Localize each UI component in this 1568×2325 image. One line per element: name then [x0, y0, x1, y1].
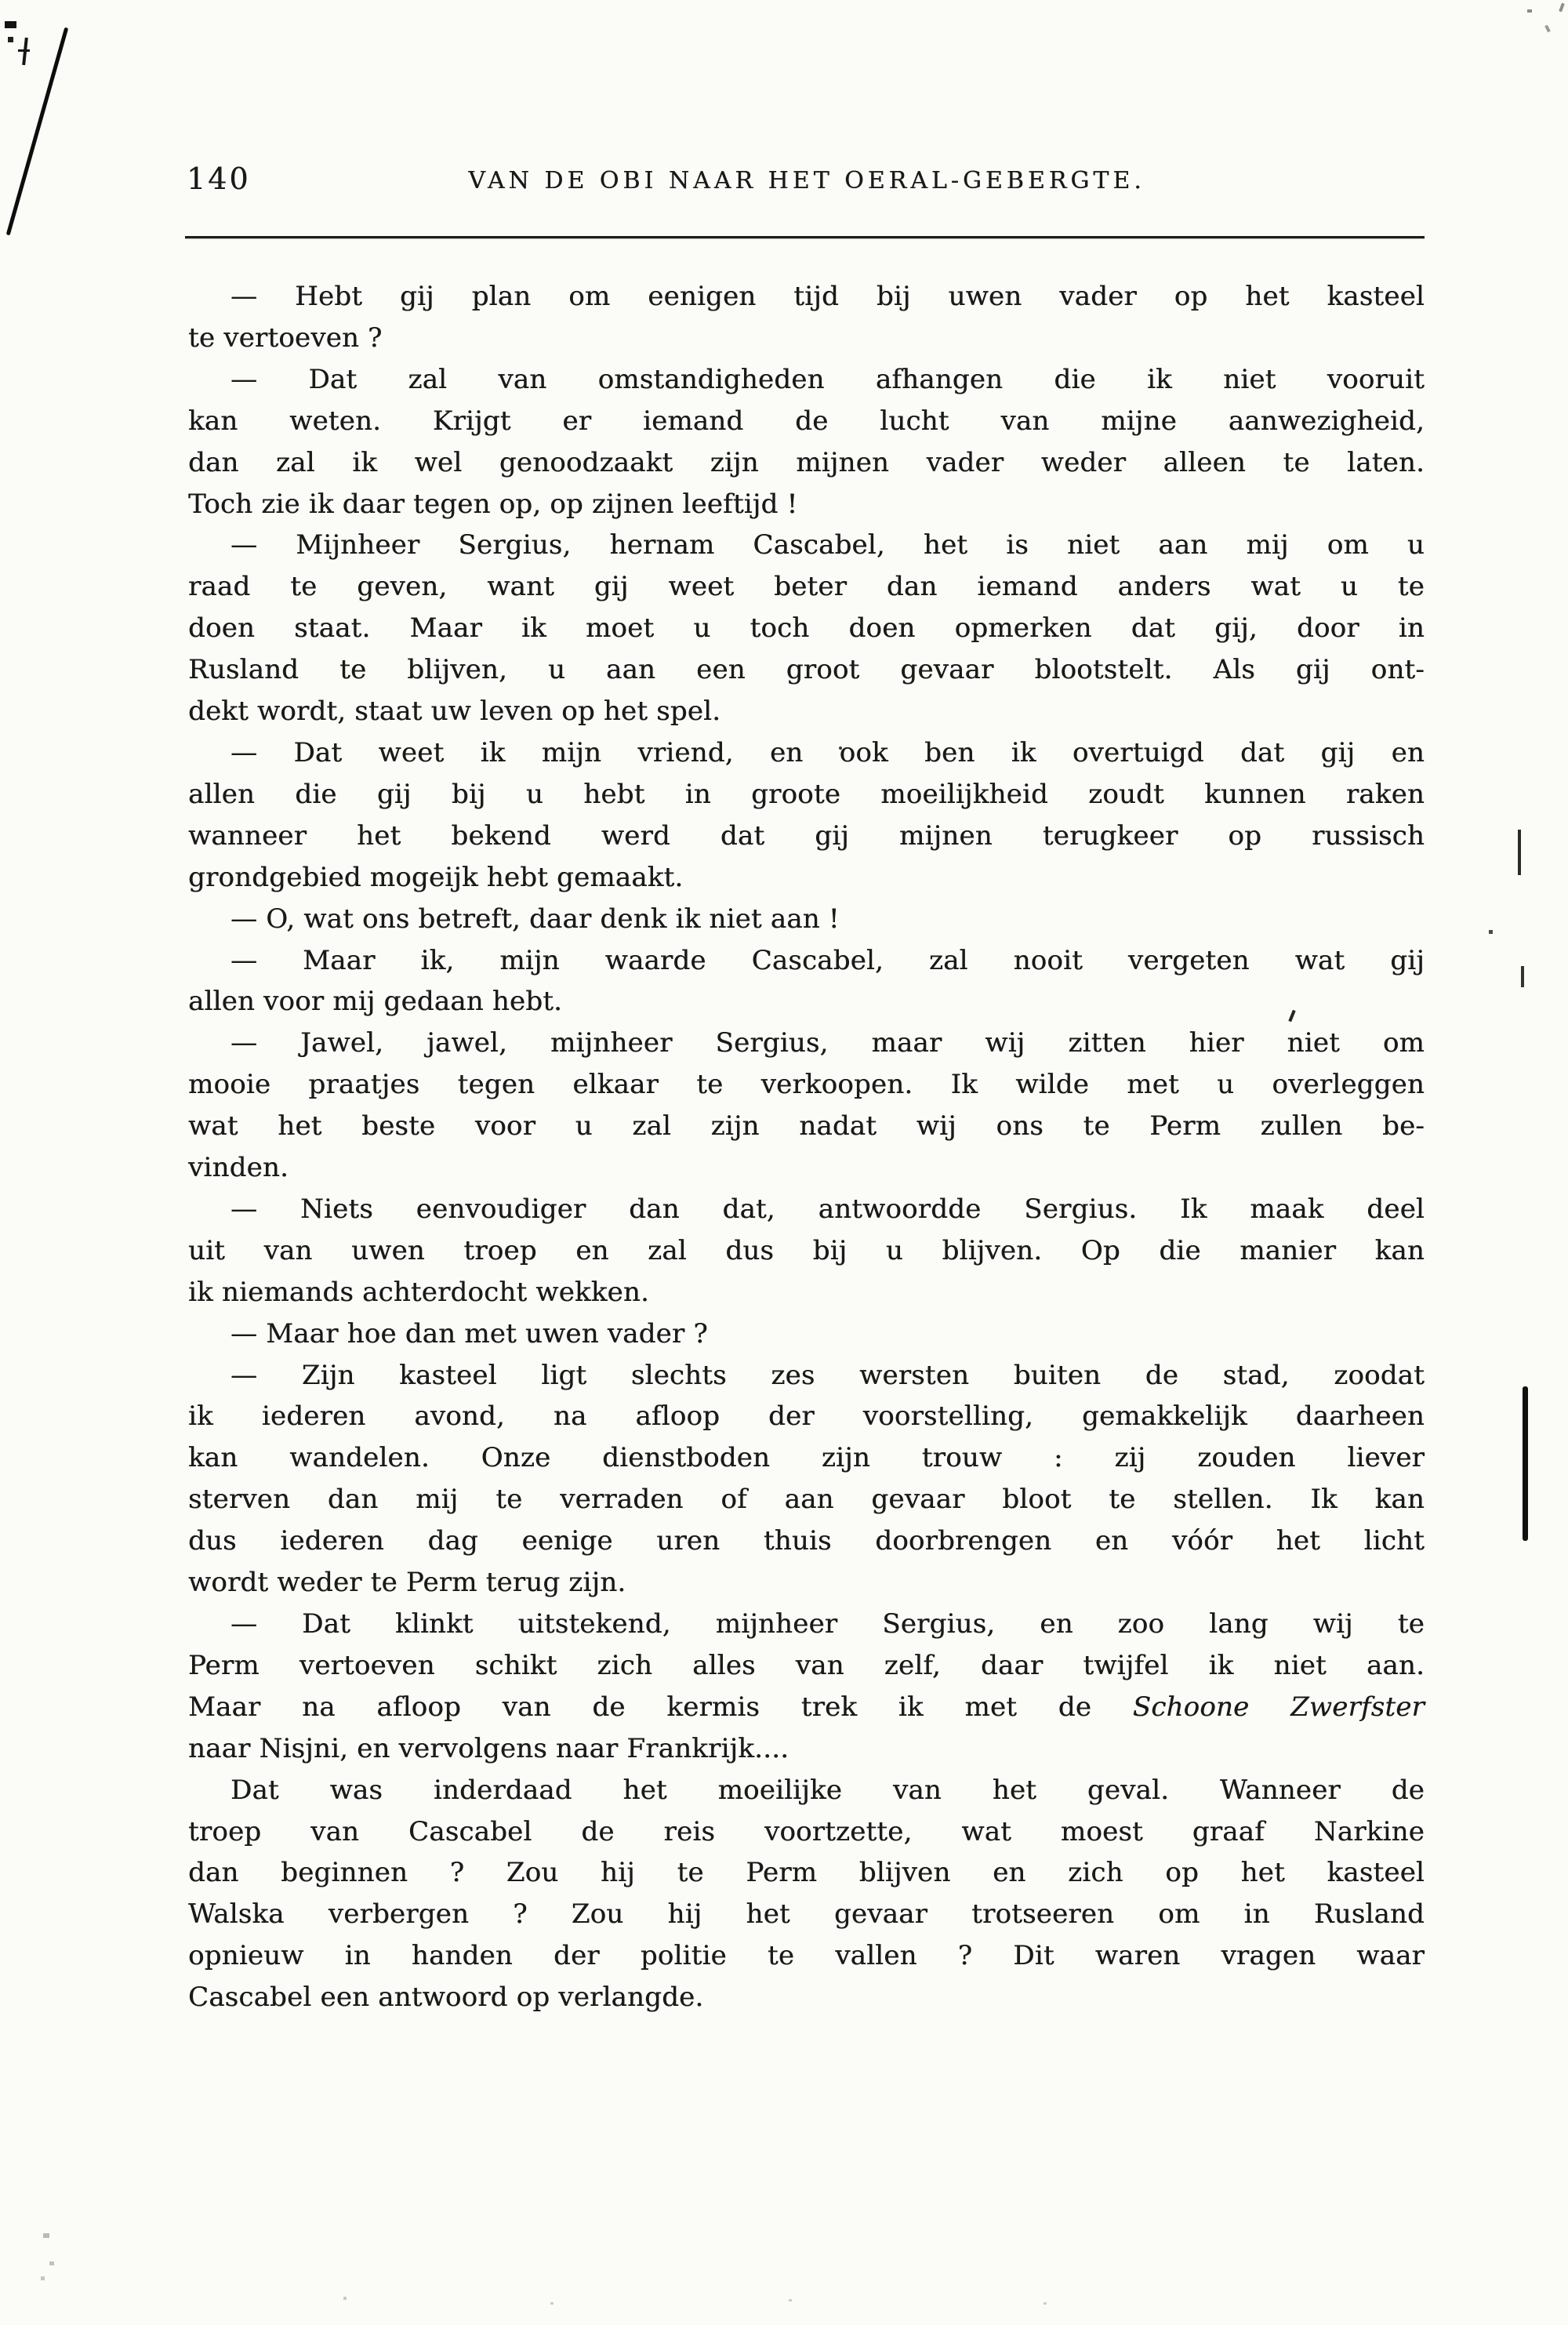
- ink-mark-artifact: [8, 37, 13, 42]
- header-rule: [185, 236, 1425, 238]
- pen-stroke-artifact: [6, 27, 69, 236]
- text-line: wat het beste voor u zal zijn nadat wij ons te Perm zullen be-: [188, 1110, 1425, 1143]
- text-line: — Niets eenvoudiger dan dat, antwoordde Sergius. Ik maak deel: [230, 1193, 1425, 1225]
- text-line: dan beginnen ? Zou hij te Perm blijven en zich op het kasteel: [188, 1857, 1425, 1889]
- text-line: dan zal ik wel genoodzaakt zijn mijnen vader weder alleen te laten.: [188, 446, 1425, 478]
- text-line: te vertoeven ?: [188, 322, 383, 354]
- text-line: vinden.: [188, 1152, 289, 1184]
- book-title-italic: Schoone Zwerfster: [1132, 1691, 1425, 1723]
- text-line: opnieuw in handen der politie te vallen ? Dit waren vragen waar: [188, 1940, 1425, 1972]
- text-line: Toch zie ik daar tegen op, op zijnen leeftijd !: [188, 488, 798, 520]
- text-line: Cascabel een antwoord op verlangde.: [188, 1982, 704, 2014]
- text-line: naar Nisjni, en vervolgens naar Frankrijk....: [188, 1732, 789, 1764]
- text-line: dus iederen dag eenige uren thuis doorbrengen en vóór het licht: [188, 1525, 1425, 1557]
- text-segment: Maar na afloop van de kermis trek ik met de: [188, 1691, 1133, 1723]
- text-line: allen voor mij gedaan hebt.: [188, 986, 563, 1018]
- text-line: allen die gij bij u hebt in groote moeilijkheid zoudt kunnen raken: [188, 778, 1425, 810]
- margin-bar-artifact: [1523, 1386, 1528, 1541]
- scan-speck-artifact: [789, 2299, 792, 2301]
- scan-speck-artifact: [1559, 3, 1565, 13]
- ink-mark-artifact: [18, 49, 30, 52]
- text-line: Perm vertoeven schikt zich alles van zelf, daar twijfel ik niet aan.: [188, 1649, 1425, 1681]
- text-line: — Hebt gij plan om eenigen tijd bij uwen vader op het kasteel: [230, 281, 1425, 312]
- text-line: uit van uwen troep en zal dus bij u blijven. Op die manier kan: [188, 1234, 1425, 1266]
- text-line: ik niemands achterdocht wekken.: [188, 1276, 649, 1308]
- ink-mark-artifact: [5, 21, 16, 28]
- text-line: kan wandelen. Onze dienstboden zijn trouw : zij zouden liever: [188, 1442, 1425, 1474]
- text-line: raad te geven, want gij weet beter dan iemand anders wat u te: [188, 571, 1425, 603]
- text-line: dekt wordt, staat uw leven op het spel.: [188, 696, 721, 728]
- scan-speck-artifact: [1527, 9, 1532, 13]
- margin-mark-artifact: [1489, 930, 1493, 934]
- text-line: grondgebied mogeijk hebt gemaakt.: [188, 861, 684, 893]
- page-text-block: [188, 276, 1425, 2018]
- text-line: — Maar ik, mijn waarde Cascabel, zal nooit vergeten wat gij: [230, 944, 1425, 976]
- text-line: — Dat zal van omstandigheden afhangen die ik niet vooruit: [230, 363, 1425, 395]
- scan-speck-artifact: [1544, 25, 1551, 33]
- text-line: [188, 1687, 1425, 1728]
- text-line: Walska verbergen ? Zou hij het gevaar trotseeren om in Rusland: [188, 1898, 1425, 1931]
- text-line: — Mijnheer Sergius, hernam Cascabel, het is niet aan mij om u: [230, 529, 1425, 561]
- scan-speck-artifact: [550, 2302, 554, 2305]
- page-number: 140: [187, 162, 251, 196]
- text-line: sterven dan mij te verraden of aan gevaar bloot te stellen. Ik kan: [188, 1484, 1425, 1516]
- text-line: — Dat weet ik mijn vriend, en ook ben ik overtuigd dat gij en: [230, 736, 1425, 768]
- scan-speck-artifact: [343, 2297, 347, 2300]
- text-line: doen staat. Maar ik moet u toch doen opmerken dat gij, door in: [188, 612, 1425, 645]
- scan-speck-artifact: [49, 2261, 54, 2265]
- text-line: troep van Cascabel de reis voortzette, wat moest graaf Narkine: [188, 1815, 1425, 1847]
- margin-mark-artifact: [1521, 966, 1524, 987]
- text-line: — Maar hoe dan met uwen vader ?: [230, 1317, 708, 1350]
- text-line: — Dat klinkt uitstekend, mijnheer Sergius, en zoo lang wij te: [230, 1608, 1425, 1640]
- text-line: Rusland te blijven, u aan een groot gevaar blootstelt. Als gij ont-: [188, 654, 1425, 686]
- scan-speck-artifact: [1044, 2302, 1047, 2305]
- text-line: Dat was inderdaad het moeilijke van het geval. Wanneer de: [230, 1774, 1425, 1806]
- text-line: — Jawel, jawel, mijnheer Sergius, maar wij zitten hier niet om: [230, 1027, 1425, 1059]
- scan-speck-artifact: [43, 2233, 49, 2238]
- scan-speck-artifact: [41, 2276, 45, 2280]
- text-line: — O, wat ons betreft, daar denk ik niet aan !: [230, 903, 840, 935]
- text-line: — Zijn kasteel ligt slechts zes wersten buiten de stad, zoodat: [230, 1359, 1425, 1391]
- text-line: wordt weder te Perm terug zijn.: [188, 1567, 626, 1599]
- text-line: mooie praatjes tegen elkaar te verkoopen. Ik wilde met u overleggen: [188, 1069, 1425, 1101]
- text-line: wanneer het bekend werd dat gij mijnen terugkeer op russisch: [188, 819, 1425, 852]
- margin-mark-artifact: [1518, 830, 1521, 875]
- running-header-title: VAN DE OBI NAAR HET OERAL-GEBERGTE.: [468, 167, 1145, 194]
- text-line: kan weten. Krijgt er iemand de lucht van mijne aanwezigheid,: [188, 405, 1425, 437]
- text-line: ik iederen avond, na afloop der voorstelling, gemakkelijk daarheen: [188, 1400, 1425, 1433]
